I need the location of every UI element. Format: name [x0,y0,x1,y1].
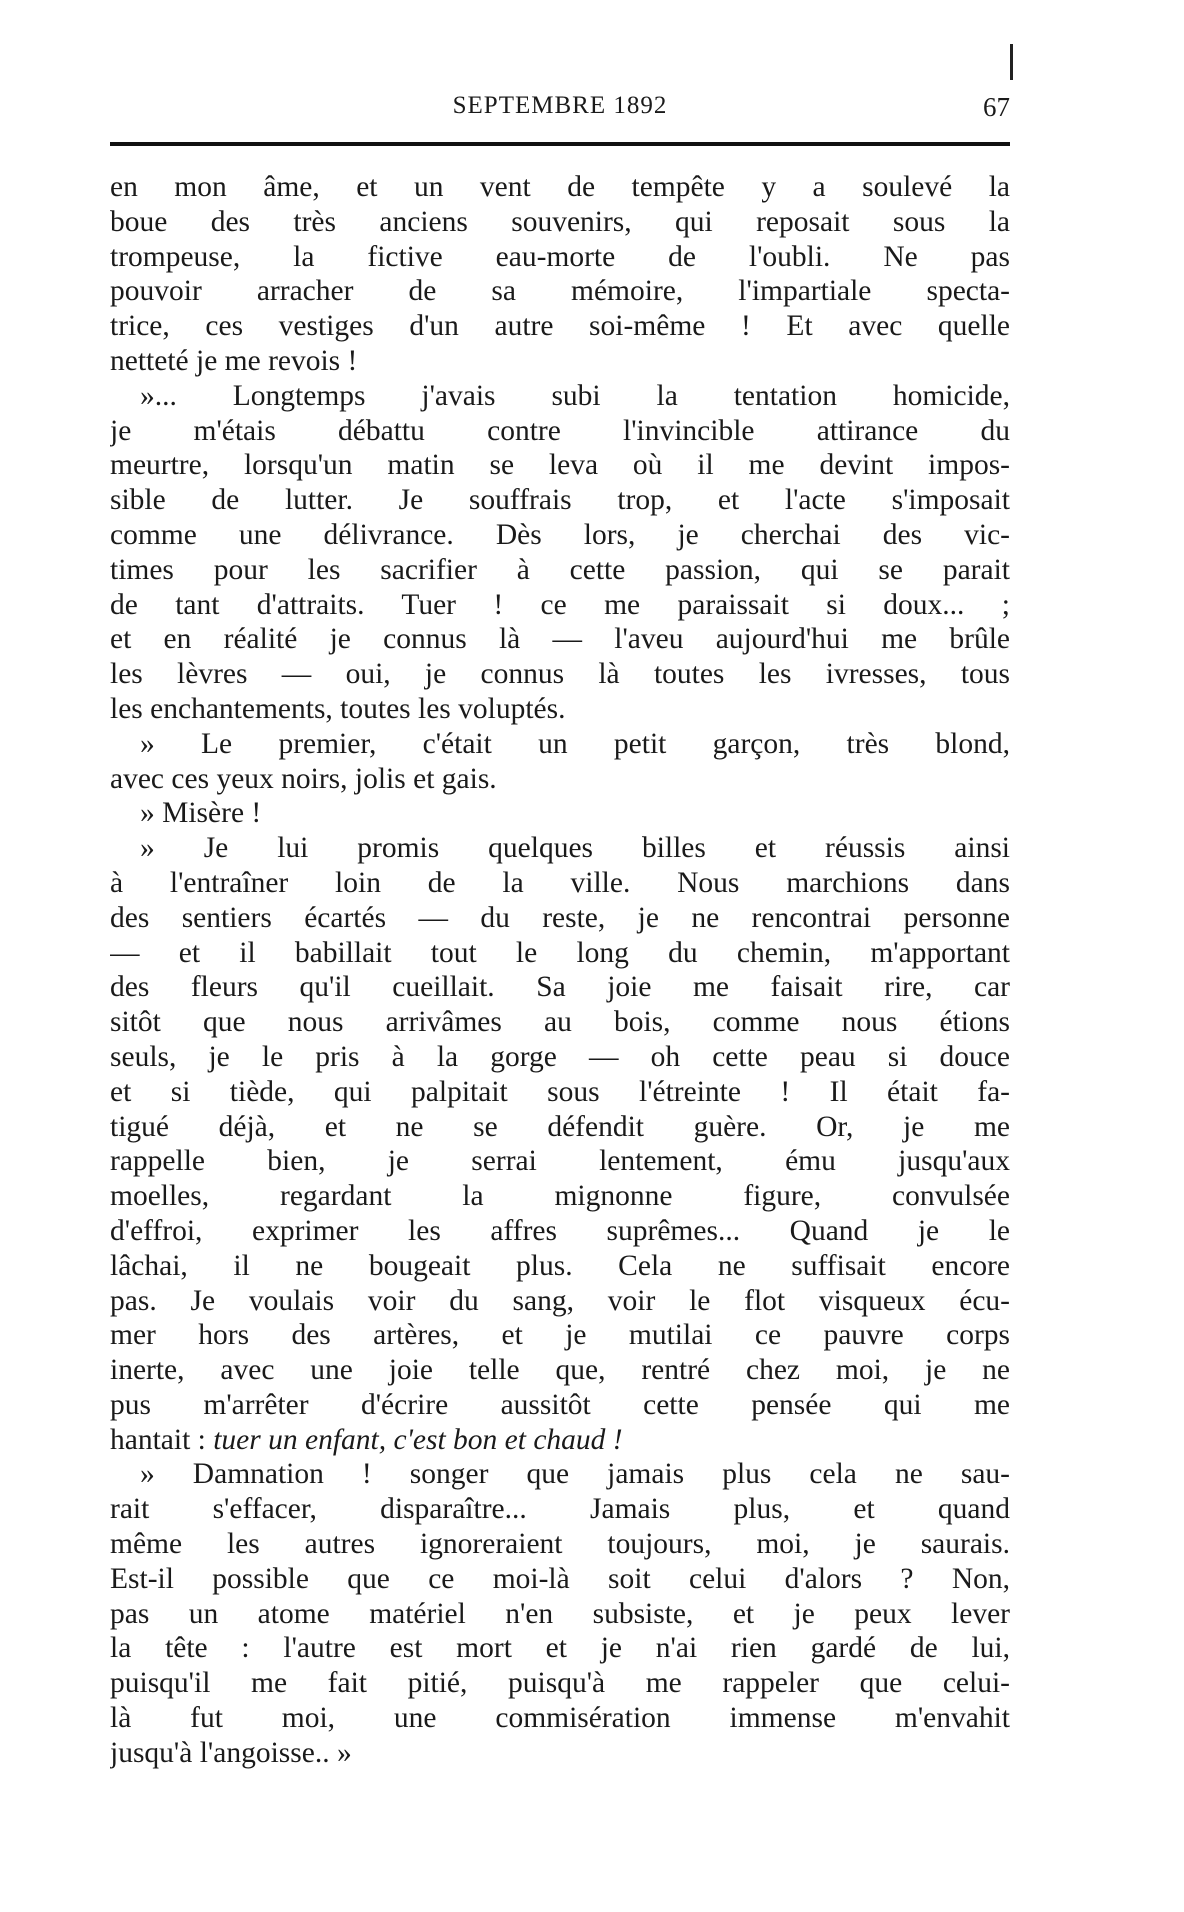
text-line [110,1701,1010,1736]
text-line [110,448,1010,483]
text-line [110,1597,1010,1632]
text-line [110,901,1010,936]
text-line-content: — et il babillait tout le long du chemin, m'apportant [110,936,1010,969]
text-line-content: rait s'effacer, disparaître... Jamais plus, et quand [110,1493,1010,1526]
text-line-content: des sentiers écartés — du reste, je ne rencontrai personne [110,901,1010,934]
page-number: 67 [983,92,1010,122]
text-line [110,1388,1010,1423]
text-line [110,553,1010,588]
text-line [110,379,1010,414]
italic-phrase: tuer un enfant, c'est bon et chaud ! [213,1423,623,1456]
text-line-content: des fleurs qu'il cueillait. Sa joie me faisait rire, car [110,971,1010,1004]
text-line-content: d'effroi, exprimer les affres suprêmes... Quand je le [110,1214,1010,1247]
text-line [110,1666,1010,1701]
body-text [110,170,1010,1771]
text-line-content: de tant d'attraits. Tuer ! ce me paraissait si doux... ; [110,588,1010,621]
text-line [110,1631,1010,1666]
text-line [110,1457,1010,1492]
text-line-content: la tête : l'autre est mort et je n'ai rien gardé de lui, [110,1632,1010,1665]
text-line-content: sible de lutter. Je souffrais trop, et l'acte s'imposait [110,484,1010,517]
running-head-title: SEPTEMBRE 1892 [452,92,668,119]
text-line [110,240,1010,275]
text-line-content: meurtre, lorsqu'un matin se leva où il me devint impos- [110,449,1010,482]
text-line-content: tigué déjà, et ne se défendit guère. Or, je me [110,1110,1010,1143]
text-line-content: puisqu'il me fait pitié, puisqu'à me rappeler que celui- [110,1667,1010,1700]
text-line [110,1562,1010,1597]
text-line [110,1423,1010,1458]
text-line [110,1527,1010,1562]
text-line-content: pas un atome matériel n'en subsiste, et je peux lever [110,1597,1010,1630]
text-line-content: même les autres ignoreraient toujours, moi, je saurais. [110,1528,1010,1561]
text-line [110,1736,1010,1771]
text-line-content: et en réalité je connus là — l'aveu aujourd'hui me brûle [110,623,1010,656]
text-line-content: avec ces yeux noirs, jolis et gais. [110,762,497,795]
text-line-content: seuls, je le pris à la gorge — oh cette peau si douce [110,1040,1010,1073]
running-head [110,92,1010,132]
text-line-content: boue des très anciens souvenirs, qui reposait sous la [110,205,1010,238]
text-line-content: trice, ces vestiges d'un autre soi-même ! Et avec quelle [110,310,1010,343]
text-line-content: times pour les sacrifier à cette passion, qui se parait [110,553,1010,586]
text-line [110,205,1010,240]
text-line [110,970,1010,1005]
text-line-content: en mon âme, et un vent de tempête y a soulevé la [110,171,1010,203]
text-line-content: comme une délivrance. Dès lors, je cherchai des vic- [110,518,1010,551]
text-line [110,831,1010,866]
text-line-content: pouvoir arracher de sa mémoire, l'impartiale specta- [110,275,1010,308]
text-line [110,936,1010,971]
text-line-content: Est-il possible que ce moi-là soit celui d'alors ? Non, [110,1562,1010,1595]
text-line [110,796,1010,831]
text-line [110,866,1010,901]
text-line-content: inerte, avec une joie telle que, rentré chez moi, je ne [110,1354,1010,1387]
text-line-content: les enchantements, toutes les voluptés. [110,692,566,725]
text-line-content: à l'entraîner loin de la ville. Nous marchions dans [110,866,1010,899]
text-line-content: netteté je me revois ! [110,344,358,377]
text-line [110,762,1010,797]
text-line [110,1040,1010,1075]
text-line [110,344,1010,379]
text-line-content: sitôt que nous arrivâmes au bois, comme nous étions [110,1006,1010,1039]
text-line [110,1249,1010,1284]
text-line [110,518,1010,553]
text-line [110,1005,1010,1040]
text-line-content: je m'étais débattu contre l'invincible attirance du [110,414,1010,447]
margin-mark [1010,44,1013,80]
text-line [110,588,1010,623]
text-line-content: » Je lui promis quelques billes et réussis ainsi [140,832,1010,865]
text-line [110,622,1010,657]
text-line-content: lâchai, il ne bougeait plus. Cela ne suffisait encore [110,1249,1010,1282]
text-line-content: et si tiède, qui palpitait sous l'étreinte ! Il était fa- [110,1075,1010,1108]
text-line-content: pas. Je voulais voir du sang, voir le flot visqueux écu- [110,1284,1010,1317]
text-line-content: rappelle bien, je serrai lentement, ému jusqu'aux [110,1145,1010,1178]
text-line-content: les lèvres — oui, je connus là toutes les ivresses, tous [110,658,1010,691]
text-line-content: » Misère ! [140,797,262,830]
text-line-content: »... Longtemps j'avais subi la tentation homicide, [140,379,1010,412]
text-line-content: trompeuse, la fictive eau-morte de l'oubli. Ne pas [110,240,1010,273]
text-line-content: là fut moi, une commisération immense m'envahit [110,1702,1010,1735]
text-line [110,692,1010,727]
text-line [110,1179,1010,1214]
text-line-content: » Le premier, c'était un petit garçon, très blond, [140,727,1010,760]
text-line [110,1214,1010,1249]
text-line [110,414,1010,449]
text-line-content: hantait : [110,1423,214,1456]
text-line-content: moelles, regardant la mignonne figure, convulsée [110,1180,1010,1213]
text-line-content: pus m'arrêter d'écrire aussitôt cette pensée qui me [110,1388,1010,1421]
text-line [110,483,1010,518]
text-line-content: jusqu'à l'angoisse.. » [110,1736,352,1769]
text-line [110,1284,1010,1319]
text-line [110,170,1010,205]
text-line [110,1110,1010,1145]
text-line [110,274,1010,309]
text-line [110,309,1010,344]
text-line [110,1075,1010,1110]
text-line [110,1492,1010,1527]
text-line [110,727,1010,762]
text-line-content: mer hors des artères, et je mutilai ce pauvre corps [110,1319,1010,1352]
text-line [110,1353,1010,1388]
text-line [110,1318,1010,1353]
header-rule [110,142,1010,146]
text-line [110,1144,1010,1179]
text-line [110,657,1010,692]
text-line-content: » Damnation ! songer que jamais plus cela ne sau- [140,1458,1010,1491]
